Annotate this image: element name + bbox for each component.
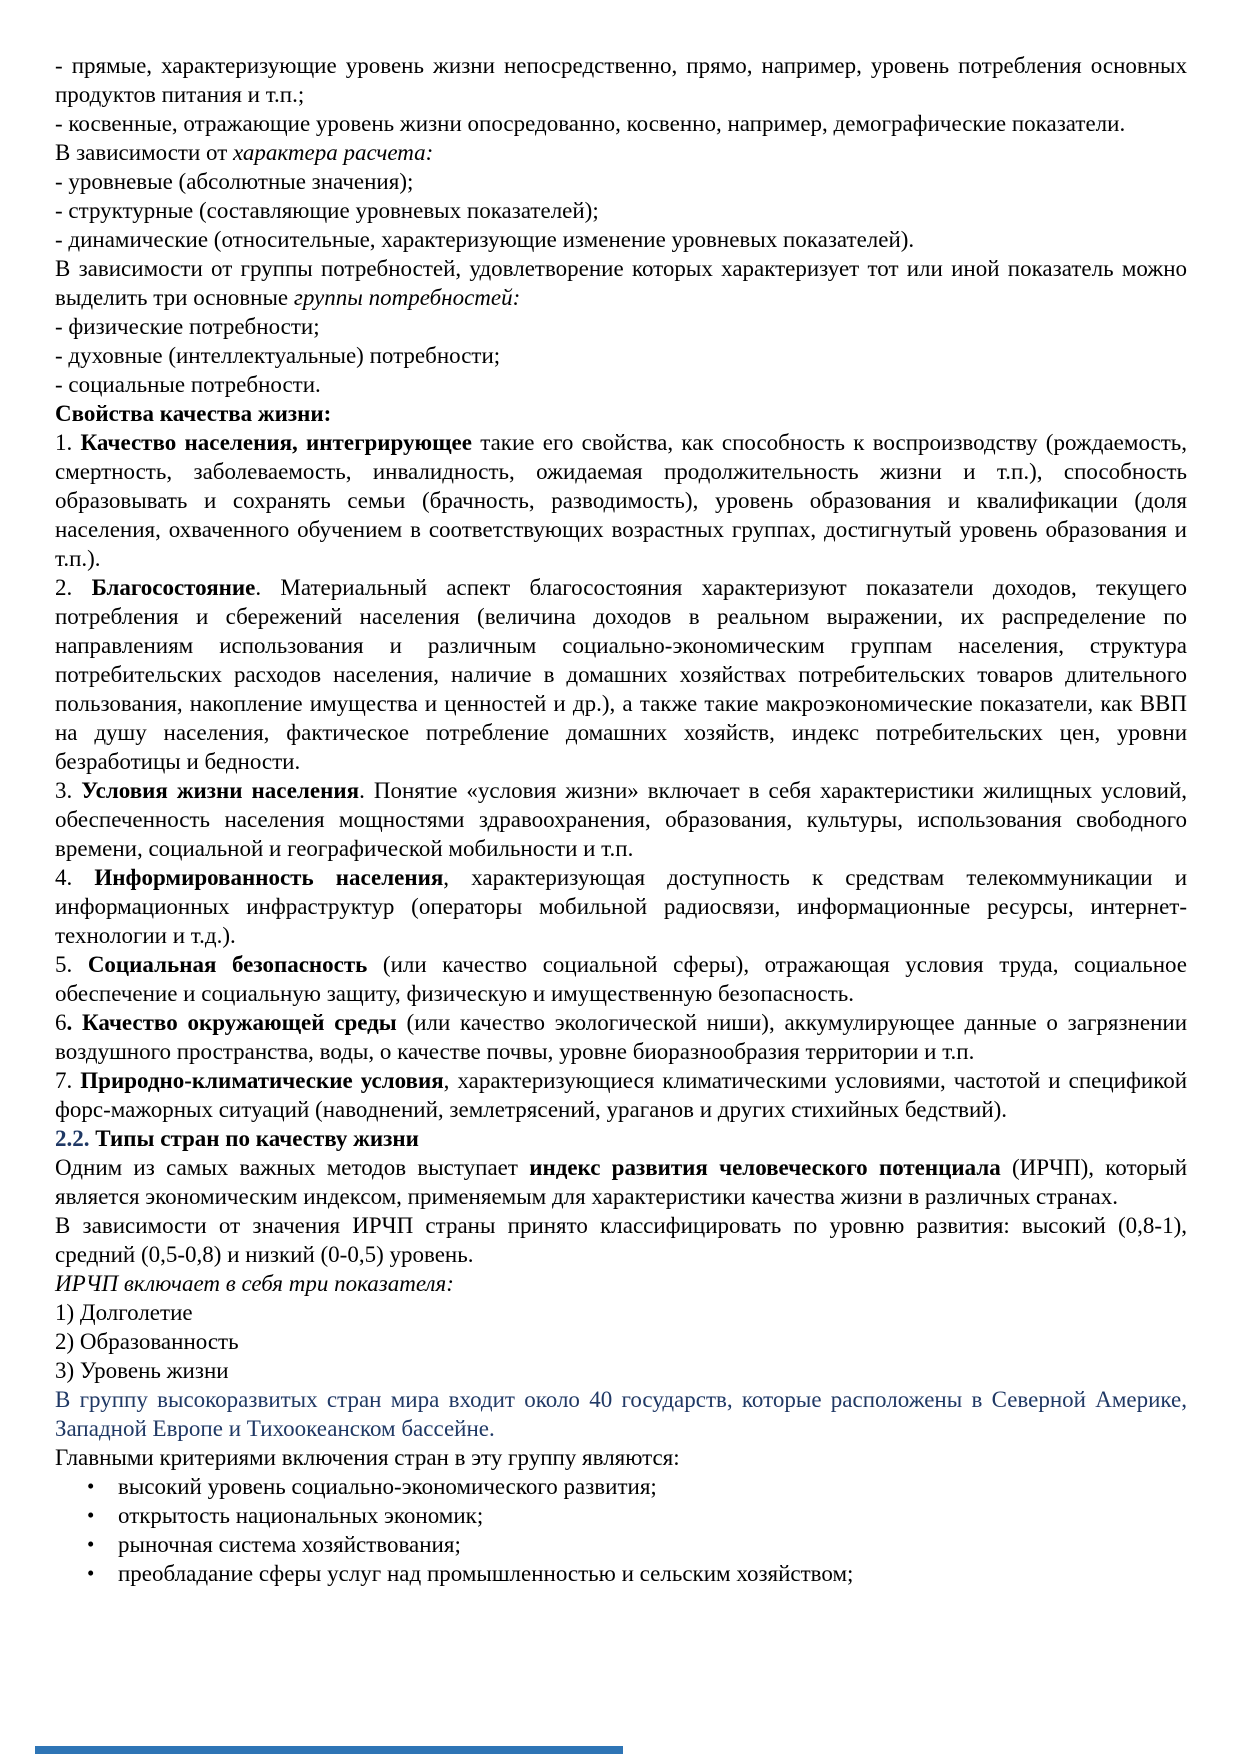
paragraph [55,370,1187,399]
paragraph [55,1211,1187,1269]
paragraph [55,225,1187,254]
text-run: 2.2. [55,1126,96,1151]
text-run: ИРЧП включает в себя три показателя: [55,1271,454,1296]
text-run: В зависимости от значения ИРЧП страны принято классифицировать по уровню развития: высокий (0,8-1), средний (0,5-0,8) и низкий (0-0,5) уровень. [55,1213,1187,1267]
paragraph [55,1124,1187,1153]
text-run: индекс развития человеческого потенциала [529,1155,1001,1180]
text-run: 5. [55,952,88,977]
paragraph [55,167,1187,196]
paragraph [55,428,1187,573]
text-run: - уровневые (абсолютные значения); [55,169,414,194]
text-run: В зависимости от группы потребностей, удовлетворение которых характеризует тот или иной показатель можно выделить три основные [55,256,1187,310]
text-run: - прямые, характеризующие уровень жизни непосредственно, прямо, например, уровень потребления основных продуктов питания и т.п.; [55,53,1187,107]
paragraph [55,1153,1187,1211]
text-run: высокий уровень социально-экономического развития; [118,1474,657,1499]
document-body [55,51,1187,1588]
text-run: 4. [55,865,95,890]
paragraph [55,1008,1187,1066]
bullet-icon: • [87,1474,95,1498]
text-run: 2) Образованность [55,1329,239,1354]
text-run: . Материальный аспект благосостояния характеризуют показатели доходов, текущего потребления и сбережений населения (величина доходов в реальном выражении, их распределение по направлениям использования и различным социально-экономическим группам населения, структура потребительских расходов населения, наличие в домашних хозяйствах потребительских товаров длительного пользования, накопление имущества и ценностей и др.), а также такие макроэкономические показатели, как ВВП на душу населения, фактическое потребление домашних хозяйств, индекс потребительских цен, уровни безработицы и бедности. [55,575,1187,774]
paragraph [55,399,1187,428]
text-run: открытость национальных экономик; [118,1503,484,1528]
paragraph [55,341,1187,370]
list-item [55,1530,1187,1559]
paragraph [55,1385,1187,1443]
text-run: 1. [55,430,81,455]
text-run: В зависимости от [55,140,234,165]
text-run: . Понятие «условия жизни» включает в себя характеристики жилищных условий, обеспеченность населения мощностями здравоохранения, образования, культуры, использования свободного времени, социальной и географической мобильности и т.п. [55,778,1187,861]
paragraph [55,51,1187,109]
text-run: - динамические (относительные, характеризующие изменение уровневых показателей). [55,227,915,252]
bullet-text [118,1501,483,1530]
bullet-text [118,1472,657,1501]
list-item [55,1559,1187,1588]
text-run: 3) Уровень жизни [55,1358,229,1383]
text-run: Свойства качества жизни: [55,401,332,426]
paragraph [55,1269,1187,1298]
text-run: - структурные (составляющие уровневых показателей); [55,198,599,223]
paragraph [55,573,1187,776]
paragraph [55,109,1187,138]
text-run: Благосостояние [91,575,256,600]
text-run: группы потребностей: [293,285,521,310]
paragraph [55,1356,1187,1385]
paragraph [55,1298,1187,1327]
bullet-icon: • [87,1503,95,1527]
paragraph [55,138,1187,167]
paragraph [55,1327,1187,1356]
text-run: (или качество социальной сферы), отражающая условия труда, социальное обеспечение и социальную защиту, физическую и имущественную безопасность. [55,952,1188,1006]
text-run: Одним из самых важных методов выступает [55,1155,530,1180]
text-run: (ИРЧП), который является экономическим индексом, применяемым для характеристики качества жизни в различных странах. [55,1155,1188,1209]
list-item [55,1501,1187,1530]
text-run: 3. [55,778,82,803]
paragraph [55,1443,1187,1472]
text-run: рыночная система хозяйствования; [118,1532,461,1557]
text-run: - косвенные, отражающие уровень жизни опосредованно, косвенно, например, демографические показатели. [55,111,1126,136]
paragraph [55,950,1187,1008]
text-run: 7. [55,1068,81,1093]
bullet-text [118,1530,461,1559]
text-run: - социальные потребности. [55,372,321,397]
text-run: (или качество экологической ниши), аккумулирующее данные о загрязнении воздушного пространства, воды, о качестве почвы, уровне биоразнообразия территории и т.п. [55,1010,1188,1064]
text-run: характера расчета: [233,140,434,165]
paragraph [55,863,1187,950]
text-run: - духовные (интеллектуальные) потребности; [55,343,501,368]
text-run: , характеризующиеся климатическими условиями, частотой и спецификой форс-мажорных ситуаций (наводнений, землетрясений, ураганов и других стихийных бедствий). [55,1068,1188,1122]
bullet-icon: • [87,1561,95,1585]
text-run: 6 [55,1010,67,1035]
bullet-text [118,1559,853,1588]
bullet-icon: • [87,1532,95,1556]
text-run: Главными критериями включения стран в эту группу являются: [55,1445,680,1470]
text-run: , характеризующая доступность к средствам телекоммуникации и информационных инфраструктур (операторы мобильной радиосвязи, информационные ресурсы, интернет-технологии и т.д.). [55,865,1188,948]
paragraph [55,776,1187,863]
text-run: Типы стран по качеству жизни [95,1126,419,1151]
list-item [55,1472,1187,1501]
text-run: - физические потребности; [55,314,320,339]
paragraph [55,196,1187,225]
text-run: Природно-климатические условия [80,1068,444,1093]
text-run: 1) Долголетие [55,1300,193,1325]
paragraph [55,1066,1187,1124]
paragraph [55,312,1187,341]
paragraph [55,254,1187,312]
text-run: Условия жизни населения [81,778,360,803]
text-run: такие его свойства, как способность к воспроизводству (рождаемость, смертность, заболеваемость, инвалидность, ожидаемая продолжительность жизни и т.п.), способность образовывать и сохранять семьи (брачность, разводимость), уровень образования и квалификации (доля населения, охваченного обучением в соответствующих возрастных группах, достигнутый уровень образования и т.п.). [55,430,1188,571]
text-run: преобладание сферы услуг над промышленностью и сельским хозяйством; [118,1561,854,1586]
text-run: Социальная безопасность [87,952,368,977]
bottom-bar [35,1746,623,1754]
text-run: Качество населения, интегрирующее [80,430,472,455]
text-run: 2. [55,575,92,600]
text-run: Информированность населения [94,865,444,890]
text-run: В группу высокоразвитых стран мира входит около 40 государств, которые расположены в Северной Америке, Западной Европе и Тихоокеанском бассейне. [55,1387,1187,1441]
text-run: . Качество окружающей среды [66,1010,397,1035]
